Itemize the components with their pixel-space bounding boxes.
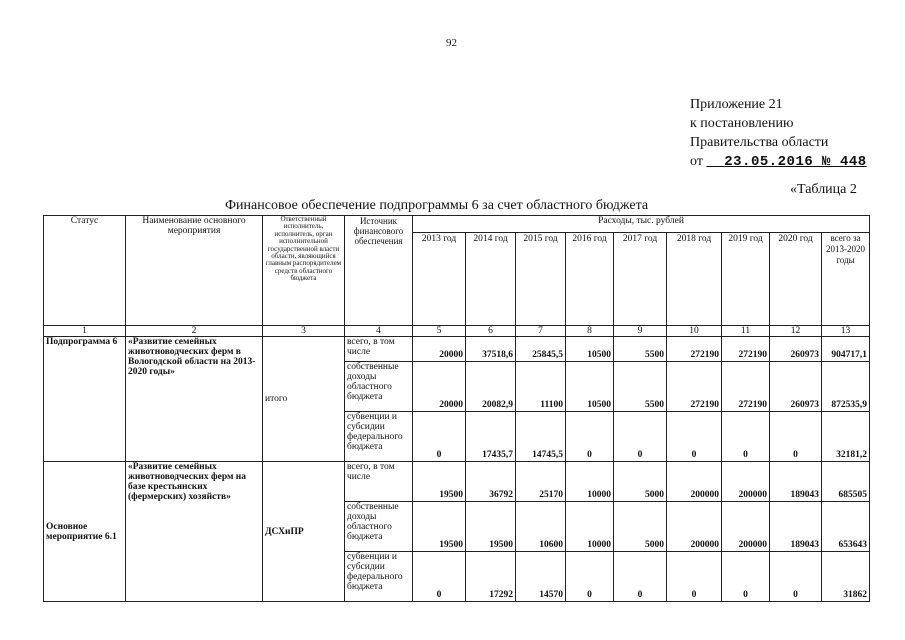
decree-number: № 448 — [822, 154, 867, 170]
column-number: 1 — [44, 326, 126, 337]
header-year: 2019 год — [722, 233, 770, 326]
column-number: 5 — [413, 326, 466, 337]
value-cell: 32181,2 — [822, 412, 870, 462]
value-cell: 5000 — [614, 462, 667, 502]
value-cell: 14570 — [516, 552, 566, 602]
value-cell: 272190 — [667, 337, 722, 362]
value-cell: 904717,1 — [822, 337, 870, 362]
header-name: Наименование основного мероприятия — [126, 216, 263, 326]
value-cell: 189043 — [770, 502, 822, 552]
value-cell: 37518,6 — [466, 337, 516, 362]
value-cell: 0 — [770, 412, 822, 462]
column-number: 8 — [566, 326, 614, 337]
header-year: 2020 год — [770, 233, 822, 326]
responsible-cell: ДСХиПР — [263, 462, 345, 602]
value-cell: 0 — [413, 552, 466, 602]
name-cell: «Развитие семейных животноводческих ферм на базе крестьянских (фермерских) хозяйств» — [126, 462, 263, 602]
value-cell: 10500 — [566, 362, 614, 412]
column-number: 4 — [345, 326, 413, 337]
value-cell: 0 — [722, 552, 770, 602]
document-title: Финансовое обеспечение подпрограммы 6 за счет областного бюджета — [225, 198, 649, 213]
column-number: 13 — [822, 326, 870, 337]
value-cell: 0 — [722, 412, 770, 462]
value-cell: 0 — [413, 412, 466, 462]
page-number: 92 — [446, 37, 457, 49]
source-cell: собственные доходы областного бюджета — [345, 502, 413, 552]
status-cell: Основное мероприятие 6.1 — [44, 462, 126, 602]
value-cell: 10500 — [566, 337, 614, 362]
appendix-line-2: к постановлению — [690, 116, 794, 131]
value-cell: 189043 — [770, 462, 822, 502]
value-cell: 260973 — [770, 337, 822, 362]
appendix-block — [690, 95, 867, 172]
value-cell: 0 — [614, 412, 667, 462]
value-cell: 10000 — [566, 462, 614, 502]
source-cell: всего, в том числе — [345, 462, 413, 502]
column-number: 9 — [614, 326, 667, 337]
header-year: 2016 год — [566, 233, 614, 326]
value-cell: 19500 — [413, 462, 466, 502]
value-cell: 200000 — [667, 502, 722, 552]
header-year: 2014 год — [466, 233, 516, 326]
status-cell: Подпрограмма 6 — [44, 337, 126, 462]
value-cell: 200000 — [722, 502, 770, 552]
value-cell: 5500 — [614, 337, 667, 362]
appendix-date-line — [690, 152, 867, 172]
value-cell: 36792 — [466, 462, 516, 502]
value-cell: 0 — [667, 412, 722, 462]
value-cell: 653643 — [822, 502, 870, 552]
value-cell: 10000 — [566, 502, 614, 552]
column-number: 10 — [667, 326, 722, 337]
value-cell: 10600 — [516, 502, 566, 552]
value-cell: 872535,9 — [822, 362, 870, 412]
appendix-from: от — [690, 154, 703, 169]
value-cell: 0 — [566, 412, 614, 462]
value-cell: 25845,5 — [516, 337, 566, 362]
header-status: Статус — [44, 216, 126, 326]
value-cell: 20082,9 — [466, 362, 516, 412]
source-cell: субвенции и субсидии федерального бюджета — [345, 552, 413, 602]
column-number: 7 — [516, 326, 566, 337]
table-row — [44, 337, 870, 362]
value-cell: 11100 — [516, 362, 566, 412]
responsible-cell: итого — [263, 337, 345, 462]
source-cell: собственные доходы областного бюджета — [345, 362, 413, 412]
appendix-date — [706, 154, 866, 170]
value-cell: 0 — [566, 552, 614, 602]
header-total: всего за 2013-2020 годы — [822, 233, 870, 326]
appendix-line-1: Приложение 21 — [690, 97, 783, 112]
value-cell: 272190 — [722, 362, 770, 412]
source-cell: всего, в том числе — [345, 337, 413, 362]
name-cell: «Развитие семейных животноводческих ферм в Вологодской области на 2013-2020 годы» — [126, 337, 263, 462]
value-cell: 0 — [770, 552, 822, 602]
value-cell: 20000 — [413, 337, 466, 362]
column-number: 3 — [263, 326, 345, 337]
value-cell: 14745,5 — [516, 412, 566, 462]
value-cell: 272190 — [722, 337, 770, 362]
value-cell: 685505 — [822, 462, 870, 502]
value-cell: 19500 — [413, 502, 466, 552]
value-cell: 5000 — [614, 502, 667, 552]
financing-table — [43, 215, 870, 602]
table-label: «Таблица 2 — [790, 182, 857, 197]
header-expenses: Расходы, тыс. рублей — [413, 216, 870, 233]
value-cell: 17292 — [466, 552, 516, 602]
header-year: 2017 год — [614, 233, 667, 326]
value-cell: 25170 — [516, 462, 566, 502]
value-cell: 200000 — [667, 462, 722, 502]
value-cell: 17435,7 — [466, 412, 516, 462]
header-year: 2013 год — [413, 233, 466, 326]
column-number: 2 — [126, 326, 263, 337]
column-number: 11 — [722, 326, 770, 337]
header-year: 2015 год — [516, 233, 566, 326]
value-cell: 20000 — [413, 362, 466, 412]
value-cell: 5500 — [614, 362, 667, 412]
value-cell: 260973 — [770, 362, 822, 412]
table-row — [44, 462, 870, 502]
column-number: 12 — [770, 326, 822, 337]
value-cell: 272190 — [667, 362, 722, 412]
value-cell: 0 — [667, 552, 722, 602]
column-number: 6 — [466, 326, 516, 337]
date-value: 23.05.2016 — [724, 154, 814, 170]
value-cell: 200000 — [722, 462, 770, 502]
header-year: 2018 год — [667, 233, 722, 326]
appendix-line-3: Правительства области — [690, 135, 829, 150]
value-cell: 0 — [614, 552, 667, 602]
source-cell: субвенции и субсидии федерального бюджета — [345, 412, 413, 462]
value-cell: 31862 — [822, 552, 870, 602]
value-cell: 19500 — [466, 502, 516, 552]
header-responsible: Ответственный исполнитель, исполнитель, орган исполнительной государственной власти области, являющийся главным распорядителем средств областного бюджета — [263, 216, 345, 326]
header-source: Источник финансового обеспечения — [345, 216, 413, 326]
